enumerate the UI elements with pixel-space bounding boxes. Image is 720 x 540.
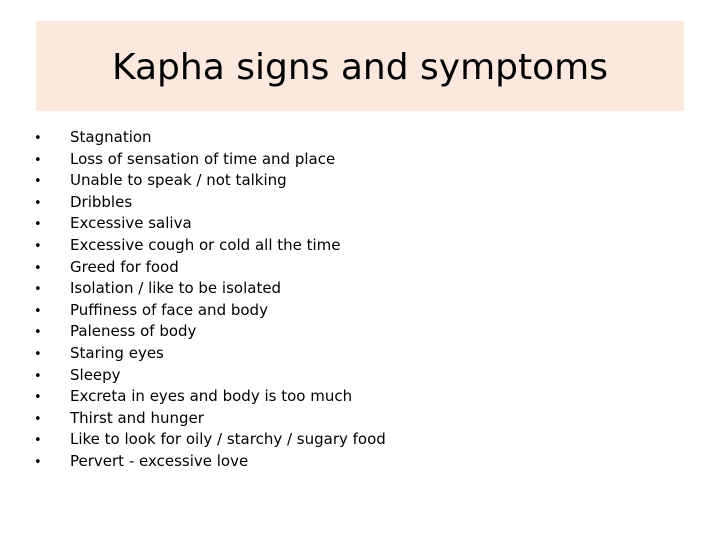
bullet-icon: • xyxy=(34,325,42,341)
bullet-icon: • xyxy=(34,454,42,470)
list-item-text: Pervert - excessive love xyxy=(70,451,249,470)
bullet-icon: • xyxy=(34,433,42,449)
list-item-text: Dribbles xyxy=(70,192,133,211)
bullet-icon: • xyxy=(34,411,42,427)
list-item-text: Excreta in eyes and body is too much xyxy=(70,387,353,406)
list-item-text: Stagnation xyxy=(70,128,152,146)
list-item-text: Loss of sensation of time and place xyxy=(70,149,336,168)
bullet-icon: • xyxy=(34,346,42,362)
list-item xyxy=(34,213,674,235)
list-item-text: Puffiness of face and body xyxy=(70,300,268,319)
list-item-text: Paleness of body xyxy=(70,322,197,341)
bullet-icon: • xyxy=(34,152,42,168)
list-item xyxy=(34,429,674,451)
bullet-icon: • xyxy=(34,131,42,146)
bullet-icon: • xyxy=(34,368,42,384)
list-item xyxy=(34,127,674,149)
slide-title: Kapha signs and symptoms xyxy=(112,47,608,88)
list-item-text: Excessive cough or cold all the time xyxy=(70,235,341,254)
list-item-text: Unable to speak / not talking xyxy=(70,171,287,190)
list-item xyxy=(34,192,674,214)
bullet-icon: • xyxy=(34,260,42,276)
list-item xyxy=(34,235,674,257)
bullet-icon: • xyxy=(34,217,42,233)
bullet-icon: • xyxy=(34,303,42,319)
list-item xyxy=(34,386,674,408)
list-item xyxy=(34,257,674,279)
list-item xyxy=(34,278,674,300)
list-item xyxy=(34,451,674,473)
list-item xyxy=(34,149,674,171)
list-item xyxy=(34,300,674,322)
list-item-text: Staring eyes xyxy=(70,343,164,362)
list-item-text: Isolation / like to be isolated xyxy=(70,279,282,298)
bullet-icon: • xyxy=(34,390,42,406)
list-item xyxy=(34,365,674,387)
list-item xyxy=(34,170,674,192)
list-item-text: Like to look for oily / starchy / sugary food xyxy=(70,430,386,449)
list-item xyxy=(34,343,674,365)
list-item-text: Greed for food xyxy=(70,257,179,276)
list-item-text: Thirst and hunger xyxy=(70,408,204,427)
bullet-icon: • xyxy=(34,282,42,298)
symptom-list xyxy=(34,127,674,473)
bullet-icon: • xyxy=(34,174,42,190)
list-item-text: Sleepy xyxy=(70,365,121,384)
bullet-icon: • xyxy=(34,195,42,211)
list-item-text: Excessive saliva xyxy=(70,214,192,233)
bullet-icon: • xyxy=(34,238,42,254)
list-item xyxy=(34,321,674,343)
list-item xyxy=(34,408,674,430)
